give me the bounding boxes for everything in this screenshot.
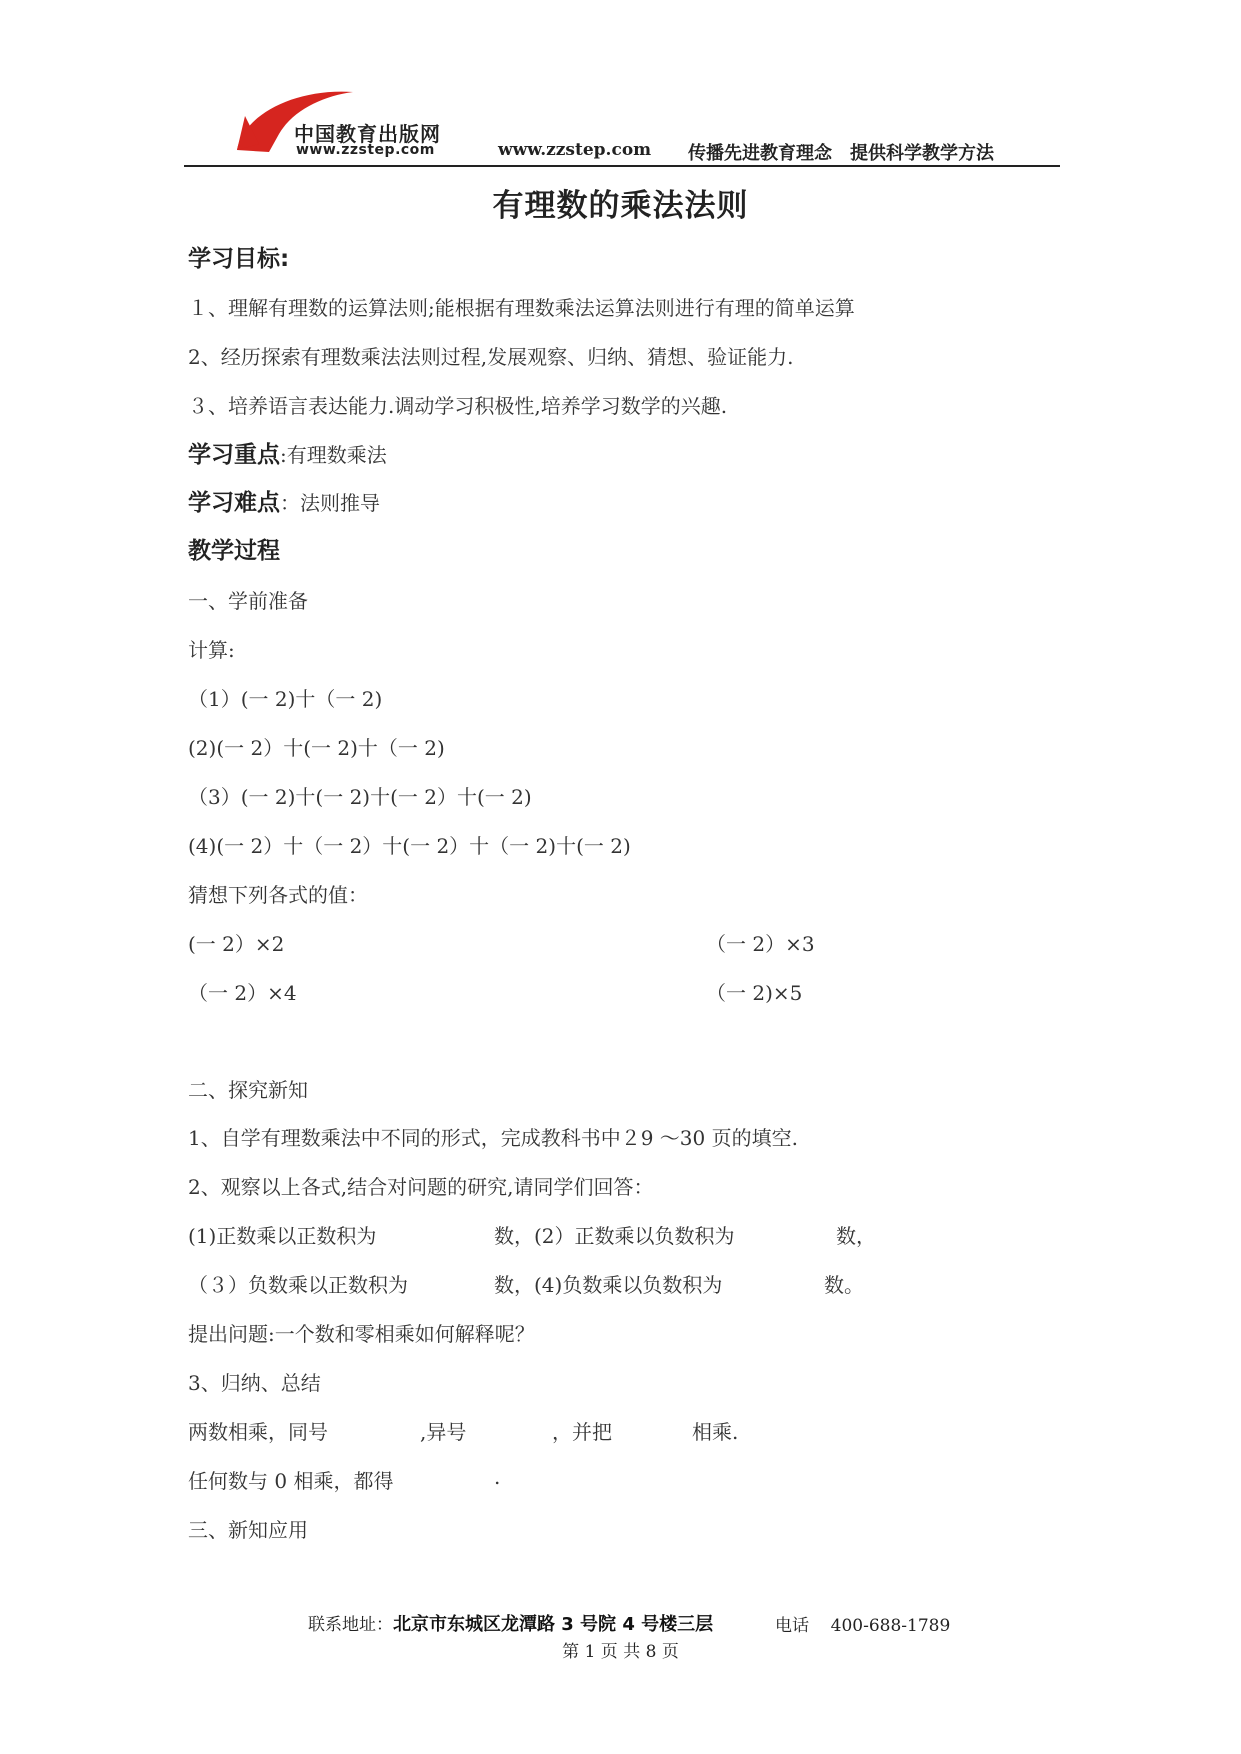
- footer-phone: [775, 1611, 950, 1636]
- zero-a: 任何数与 0 相乘，都得: [188, 1469, 394, 1493]
- fill-1c: 数，: [836, 1224, 876, 1248]
- section-3-title: 三、新知应用: [188, 1518, 308, 1542]
- calc-item-4: (4)(一 2）十（一 2）十(一 2）十（一 2)十(一 2): [188, 834, 631, 858]
- guess-item-3: （一 2）×4: [188, 981, 297, 1005]
- focus-line: [188, 436, 387, 469]
- guess-item-4: （一 2)×5: [706, 981, 803, 1005]
- phone-label: 电话: [775, 1616, 809, 1636]
- summary-a: 两数相乘，同号: [188, 1420, 328, 1444]
- section-2-title: 二、探究新知: [188, 1078, 308, 1102]
- section-1-title: 一、学前准备: [188, 589, 308, 613]
- guess-label: 猜想下列各式的值：: [188, 883, 368, 907]
- fill-1b: 数，(2）正数乘以负数积为: [494, 1224, 735, 1248]
- calc-item-3: （3）(一 2)十(一 2)十(一 2）十(一 2): [188, 785, 532, 809]
- zero-b: .: [494, 1465, 501, 1489]
- fill-2c: 数。: [824, 1273, 864, 1297]
- explore-1: 1、自学有理数乘法中不同的形式，完成教科书中２9 ～30 页的填空.: [188, 1126, 798, 1150]
- objectives-heading: 学习目标:: [188, 246, 290, 272]
- header-slogan: 传播先进教育理念 提供科学教学方法: [688, 143, 994, 164]
- fill-1a: (1)正数乘以正数积为: [188, 1224, 377, 1248]
- difficulty-label: 学习难点: [188, 490, 280, 516]
- header-url[interactable]: www.zzstep.com: [498, 140, 652, 160]
- address-label: 联系地址：: [308, 1615, 393, 1635]
- calc-item-1: （1）(一 2)十（一 2): [188, 687, 383, 711]
- logo-text: 中国教育出版网: [294, 122, 441, 146]
- summary-b: ,异号: [420, 1420, 467, 1444]
- summary-d: 相乘.: [692, 1420, 739, 1444]
- difficulty-line: [188, 484, 380, 517]
- page-number: 第 1 页 共 8 页: [562, 1642, 679, 1662]
- footer-address: [308, 1610, 713, 1636]
- process-heading: 教学过程: [188, 538, 280, 564]
- logo-site: www.zzstep.com: [296, 142, 435, 158]
- focus-text: :有理数乘法: [280, 443, 387, 467]
- address-text: 北京市东城区龙潭路 3 号院 4 号楼三层: [393, 1614, 714, 1635]
- difficulty-text: ：法则推导: [280, 491, 380, 515]
- fill-2b: 数，(4)负数乘以负数积为: [494, 1273, 723, 1297]
- focus-label: 学习重点: [188, 442, 280, 468]
- objective-3: ３、培养语言表达能力.调动学习积极性,培养学习数学的兴趣.: [188, 394, 728, 418]
- objective-1: １、理解有理数的运算法则;能根据有理数乘法运算法则进行有理的简单运算: [188, 296, 855, 320]
- guess-item-1: (一 2）×2: [188, 932, 285, 956]
- objective-2: 2、经历探索有理数乘法法则过程,发展观察、归纳、猜想、验证能力.: [188, 345, 794, 369]
- summary-c: ，并把: [552, 1420, 612, 1444]
- question: 提出问题:一个数和零相乘如何解释呢？: [188, 1322, 535, 1346]
- calc-label: 计算:: [188, 638, 235, 662]
- calc-item-2: (2)(一 2）十(一 2)十（一 2): [188, 736, 445, 760]
- phone-number: 400-688-1789: [830, 1616, 951, 1636]
- fill-2a: （３）负数乘以正数积为: [188, 1273, 408, 1297]
- summary-title: 3、归纳、总结: [188, 1371, 321, 1395]
- page-title: 有理数的乘法法则: [492, 188, 749, 224]
- explore-2: 2、观察以上各式,结合对问题的研究,请同学们回答：: [188, 1175, 654, 1199]
- guess-item-2: （一 2）×3: [706, 932, 815, 956]
- header-divider: [184, 165, 1060, 167]
